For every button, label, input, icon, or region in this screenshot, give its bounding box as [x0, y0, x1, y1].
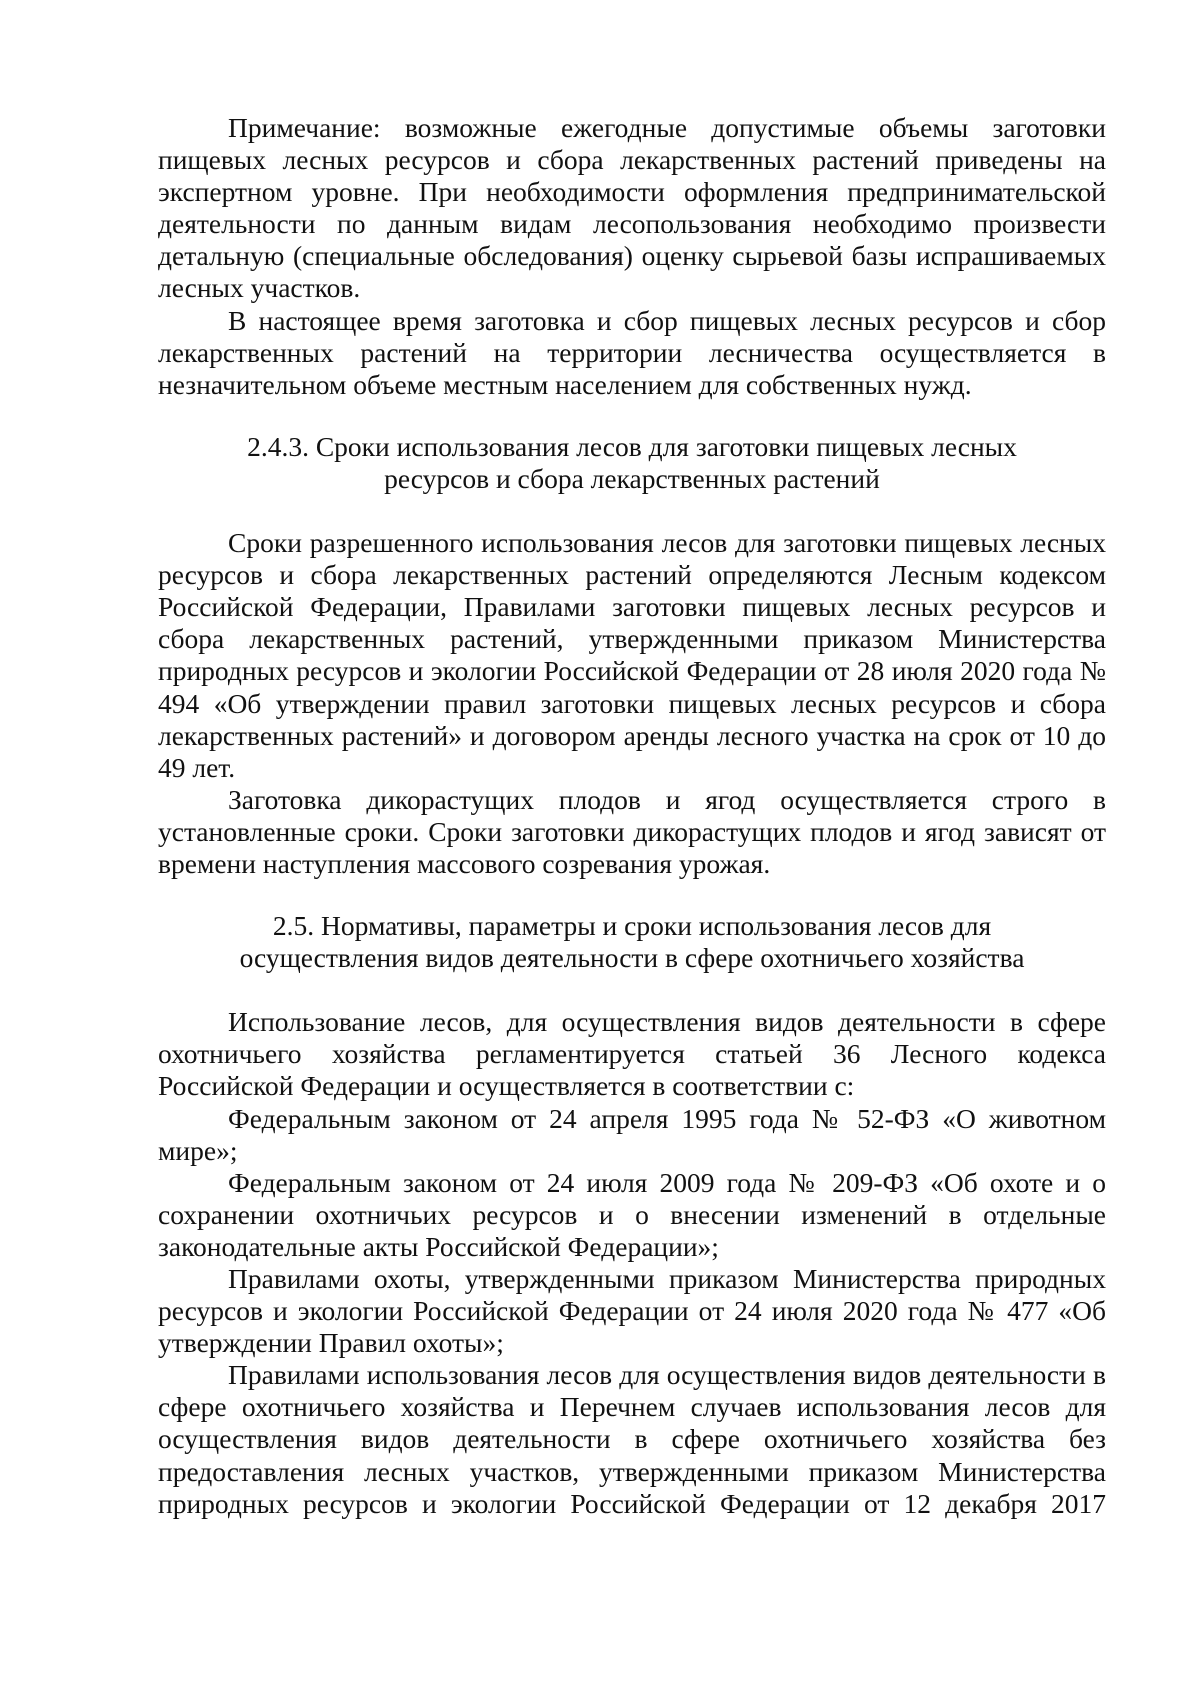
spacer	[158, 401, 1106, 431]
body-paragraph: Правилами использования лесов для осуществления видов деятельности в сфере охотничьего хозяйства и Перечнем случаев использования лесов для осуществления видов деятельности в сфере охотничьего хозяйства без предоставления лесных участков, утвержденными приказом Министерства природных ресурсов и экологии Российской Федерации от 12 декабря 2017	[158, 1359, 1106, 1519]
document-page	[158, 112, 1106, 1520]
note-paragraph: Примечание: возможные ежегодные допустимые объемы заготовки пищевых лесных ресурсов и сбора лекарственных растений приведены на экспертном уровне. При необходимости оформления предпринимательской деятельности по данным видам лесопользования необходимо произвести детальную (специальные обследования) оценку сырьевой базы испрашиваемых лесных участков.	[158, 112, 1106, 304]
body-paragraph: Федеральным законом от 24 июля 2009 года № 209-ФЗ «Об охоте и о сохранении охотничьих ресурсов и о внесении изменений в отдельные законодательные акты Российской Федерации»;	[158, 1166, 1106, 1262]
section-heading-line: 2.5. Нормативы, параметры и сроки использования лесов для	[272, 910, 992, 942]
section-heading-line: осуществления видов деятельности в сфере охотничьего хозяйства	[239, 942, 1025, 974]
spacer	[158, 974, 1106, 1006]
section-heading-line: ресурсов и сбора лекарственных растений	[384, 462, 880, 494]
body-paragraph: Сроки разрешенного использования лесов для заготовки пищевых лесных ресурсов и сбора лекарственных растений определяются Лесным кодексом Российской Федерации, Правилами заготовки пищевых лесных ресурсов и сбора лекарственных растений, утвержденными приказом Министерства природных ресурсов и экологии Российской Федерации от 28 июля 2020 года № 494 «Об утверждении правил заготовки пищевых лесных ресурсов и сбора лекарственных растений» и договором аренды лесного участка на срок от 10 до 49 лет.	[158, 527, 1106, 783]
spacer	[158, 495, 1106, 527]
note-paragraph: В настоящее время заготовка и сбор пищевых лесных ресурсов и сбор лекарственных растений на территории лесничества осуществляется в незначительном объеме местным населением для собственных нужд.	[158, 304, 1106, 400]
section-heading-2-4-3	[158, 431, 1106, 495]
section-heading-2-5	[158, 910, 1106, 974]
spacer	[158, 880, 1106, 910]
body-paragraph: Федеральным законом от 24 апреля 1995 года № 52-ФЗ «О животном мире»;	[158, 1102, 1106, 1166]
body-paragraph: Правилами охоты, утвержденными приказом Министерства природных ресурсов и экологии Российской Федерации от 24 июля 2020 года № 477 «Об утверждении Правил охоты»;	[158, 1263, 1106, 1359]
body-paragraph: Использование лесов, для осуществления видов деятельности в сфере охотничьего хозяйства регламентируется статьей 36 Лесного кодекса Российской Федерации и осуществляется в соответствии с:	[158, 1006, 1106, 1102]
body-paragraph: Заготовка дикорастущих плодов и ягод осуществляется строго в установленные сроки. Сроки заготовки дикорастущих плодов и ягод зависят от времени наступления массового созревания урожая.	[158, 783, 1106, 879]
section-heading-line: 2.4.3. Сроки использования лесов для заготовки пищевых лесных	[247, 430, 1017, 462]
